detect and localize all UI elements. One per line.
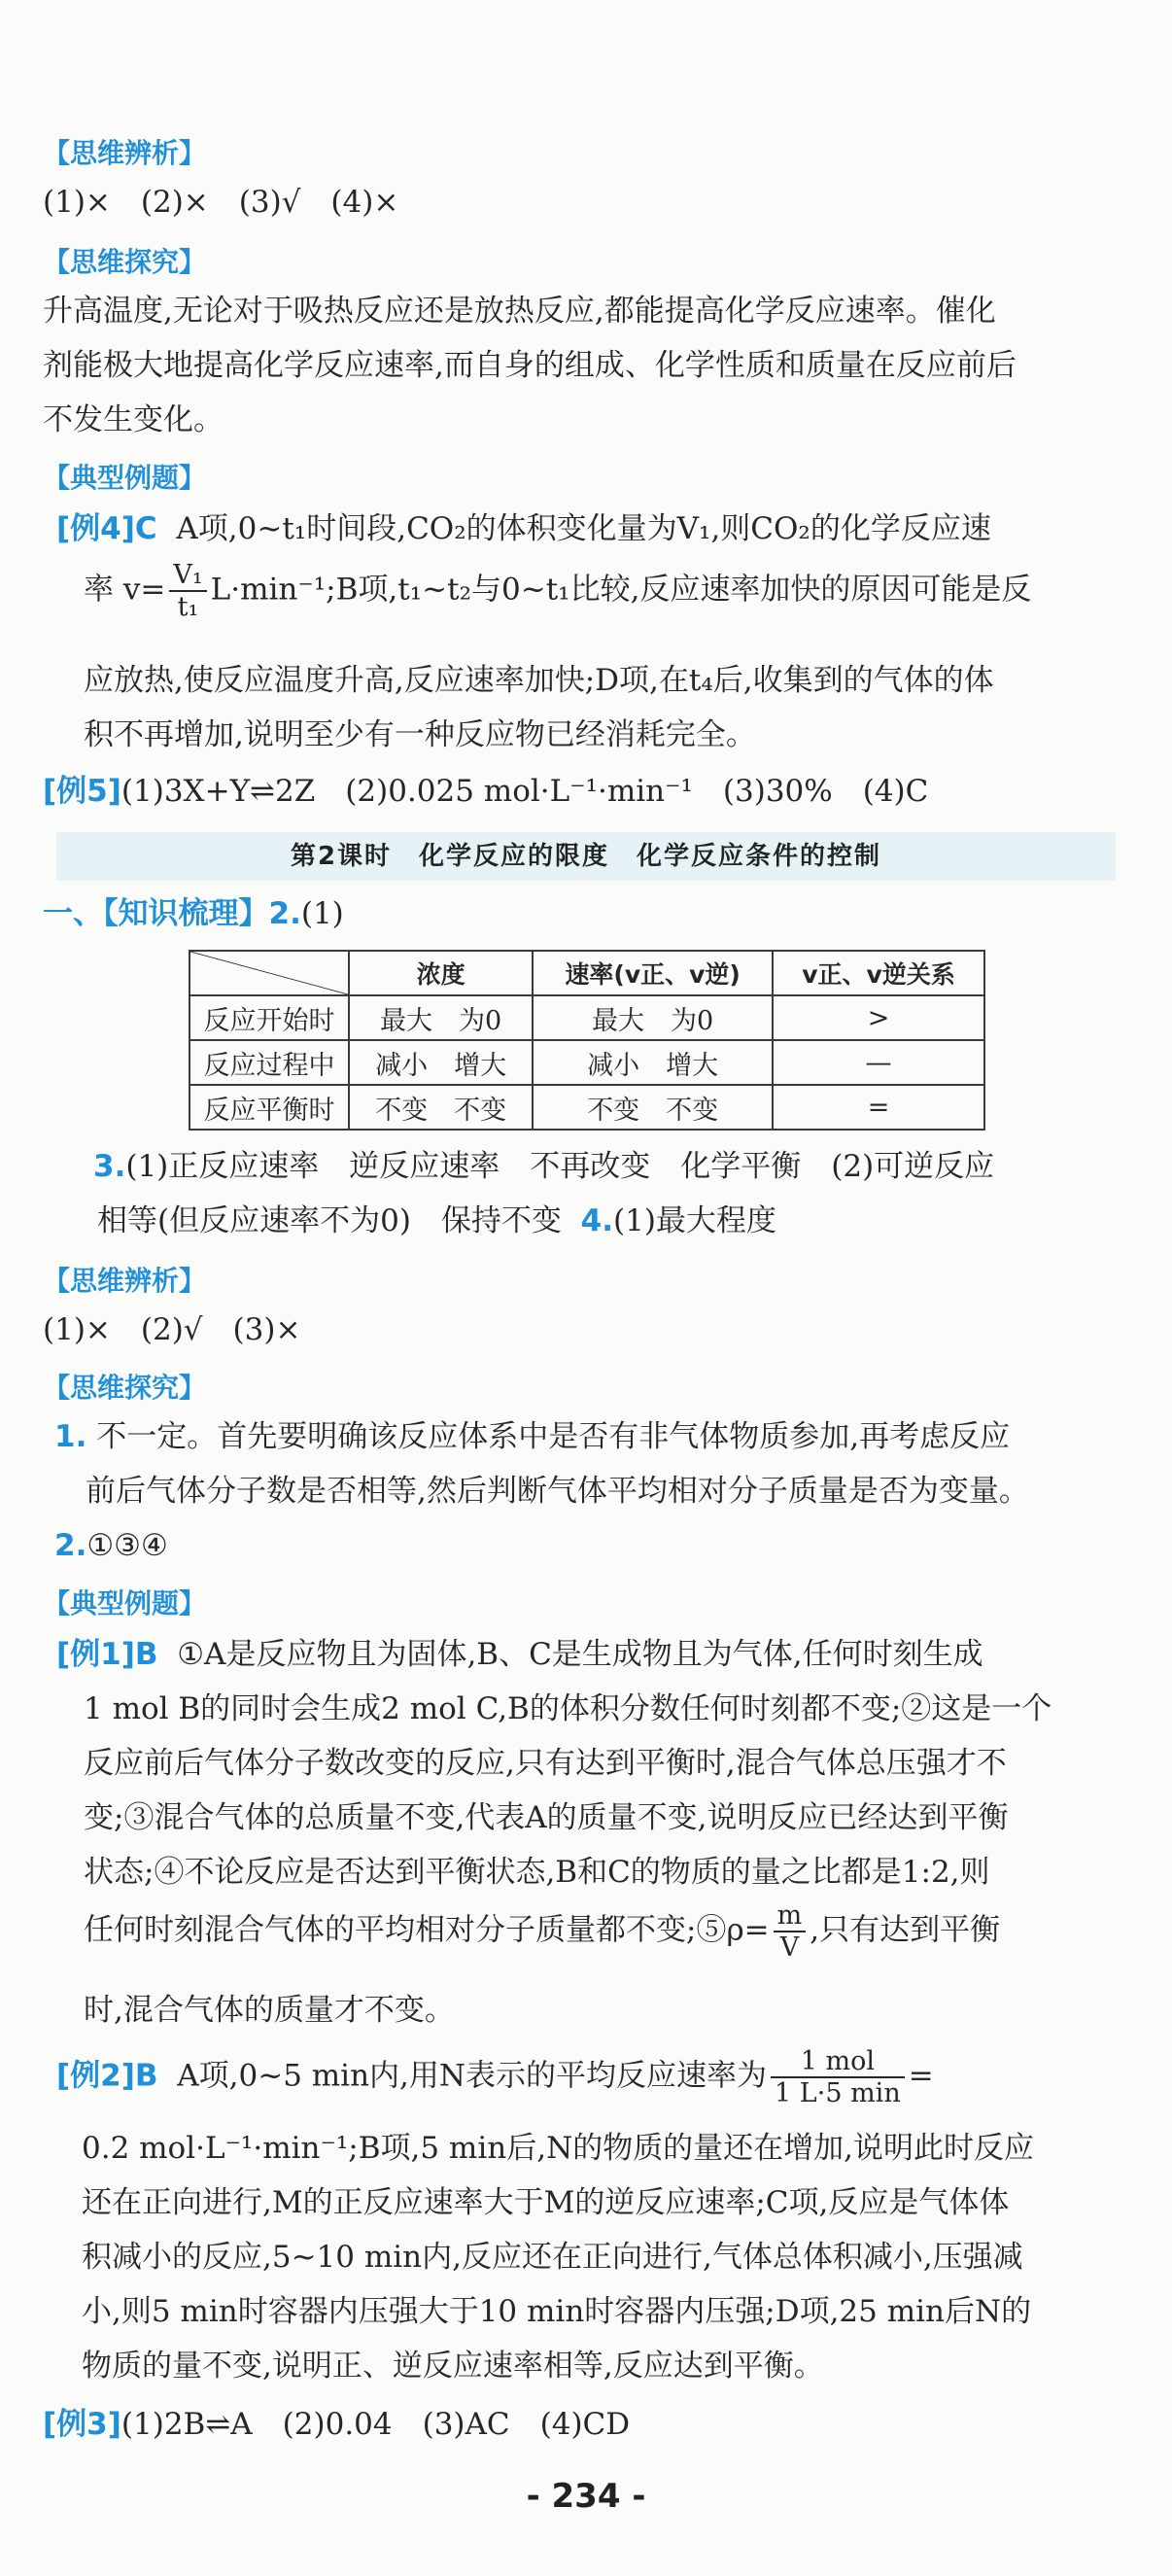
- page-number: - 234 -: [526, 2477, 646, 2516]
- example-1-line-5: 状态;④不论反应是否达到平衡状态,B和C的物质的量之比都是1:2,则: [84, 1855, 990, 1890]
- knowledge-table: [189, 950, 985, 1131]
- explore-item-2-number: 2.: [54, 1528, 87, 1563]
- item-2-text: (1): [300, 896, 344, 931]
- example-4-line-2: [84, 560, 1031, 622]
- example-5-text: (1)3X+Y⇌2Z (2)0.025 mol·L⁻¹·min⁻¹ (3)30% (4)C: [121, 774, 929, 809]
- example-3: [43, 2407, 630, 2443]
- explore-2-item-1-line-2: 前后气体分子数是否相等,然后判断气体平均相对分子质量是否为变量。: [86, 1474, 1029, 1509]
- table-row: [190, 1085, 984, 1130]
- example-5-label: [例5]: [43, 774, 121, 809]
- example-1-line-2: 1 mol B的同时会生成2 mol C,B的体积分数任何时刻都不变;②这是一个: [84, 1691, 1052, 1726]
- table-cell: —: [773, 1040, 984, 1085]
- explore-2-item-2: [54, 1528, 168, 1564]
- example-2-fraction: [771, 2046, 905, 2108]
- table-cell: 减小 增大: [349, 1040, 533, 1085]
- item-2-number: 2.: [268, 896, 301, 931]
- tag-typical-examples-2: 【典型例题】: [43, 1587, 207, 1619]
- table-row: [190, 995, 984, 1040]
- item-3-line-1: [93, 1149, 994, 1185]
- example-1-text-6b: ,只有达到平衡: [810, 1912, 1001, 1948]
- table-cell: 不变 不变: [349, 1085, 533, 1130]
- example-4-line-4: 积不再增加,说明至少有一种反应物已经消耗完全。: [84, 717, 756, 752]
- item-3-text-2: 相等(但反应速率不为0) 保持不变: [97, 1203, 562, 1238]
- explore-item-1-number: 1.: [54, 1419, 87, 1454]
- example-5: [43, 774, 928, 810]
- answers-thinking-analysis-1: (1)× (2)× (3)√ (4)×: [43, 185, 399, 220]
- table-cell: 最大 为0: [533, 995, 773, 1040]
- table-cell: 减小 增大: [533, 1040, 773, 1085]
- table-header-row: [190, 951, 984, 995]
- example-4-frac-numerator: V₁: [169, 560, 206, 592]
- table-cell: 反应过程中: [190, 1040, 349, 1085]
- item-4-text: (1)最大程度: [613, 1203, 776, 1238]
- example-1-line-3: 反应前后气体分子数改变的反应,只有达到平衡时,混合气体总压强才不: [84, 1746, 1007, 1781]
- example-4-line-1: [56, 511, 991, 547]
- explore-1-line-2: 剂能极大地提高化学反应速率,而自身的组成、化学性质和质量在反应前后: [43, 348, 1017, 383]
- table-cell: 反应开始时: [190, 995, 349, 1040]
- tag-thinking-explore-1: 【思维探究】: [43, 246, 207, 278]
- explore-1-line-1: 升高温度,无论对于吸热反应还是放热反应,都能提高化学反应速率。催化: [43, 294, 996, 329]
- example-4-line-3: 应放热,使反应温度升高,反应速率加快;D项,在t₄后,收集到的气体的体: [84, 663, 994, 698]
- knowledge-heading: [43, 896, 344, 932]
- table-cell: 反应平衡时: [190, 1085, 349, 1130]
- explore-item-2-text: ①③④: [86, 1528, 168, 1563]
- tag-knowledge-review: 【知识梳理】: [103, 896, 269, 931]
- example-1-line-7: 时,混合气体的质量才不变。: [84, 1993, 455, 2028]
- answers-thinking-analysis-2: (1)× (2)√ (3)×: [43, 1312, 301, 1347]
- table-header-cell: 速率(v正、v逆): [533, 951, 773, 995]
- example-1-line-4: 变;③混合气体的总质量不变,代表A的质量不变,说明反应已经达到平衡: [84, 1800, 1009, 1835]
- example-2-line-4: 积减小的反应,5~10 min内,反应还在正向进行,气体总体积减小,压强减: [82, 2240, 1023, 2275]
- example-3-text: (1)2B⇌A (2)0.04 (3)AC (4)CD: [121, 2407, 631, 2442]
- tag-thinking-analysis-2: 【思维辨析】: [43, 1265, 207, 1297]
- item-3-line-2: [97, 1203, 776, 1239]
- table-cell: 最大 为0: [349, 995, 533, 1040]
- table-corner-cell: [190, 951, 349, 995]
- example-1-line-1: [56, 1637, 983, 1673]
- example-1-line-6: [84, 1900, 1000, 1963]
- example-1-text-1: ①A是反应物且为固体,B、C是生成物且为气体,任何时刻生成: [177, 1637, 983, 1672]
- example-2-line-1: [56, 2046, 934, 2108]
- example-2-line-5: 小,则5 min时容器内压强大于10 min时容器内压强;D项,25 min后N的: [82, 2294, 1032, 2329]
- item-4-number: 4.: [580, 1203, 613, 1238]
- example-2-line-6: 物质的量不变,说明正、逆反应速率相等,反应达到平衡。: [82, 2349, 824, 2384]
- example-2-text-1b: =: [908, 2058, 934, 2094]
- example-4-label: [例4]: [56, 511, 135, 546]
- example-2-frac-numerator: 1 mol: [771, 2046, 905, 2078]
- example-1-frac-denominator: V: [779, 1932, 800, 1964]
- example-2-line-3: 还在正向进行,M的正反应速率大于M的逆反应速率;C项,反应是气体体: [82, 2185, 1010, 2220]
- table-cell: 不变 不变: [533, 1085, 773, 1130]
- explore-1-line-3: 不发生变化。: [43, 402, 224, 437]
- lesson-title-band: 第2课时 化学反应的限度 化学反应条件的控制: [56, 832, 1116, 881]
- table-cell: >: [773, 995, 984, 1040]
- table-row: [190, 1040, 984, 1085]
- item-3-number: 3.: [93, 1149, 126, 1184]
- item-3-text-1: (1)正反应速率 逆反应速率 不再改变 化学平衡 (2)可逆反应: [125, 1149, 995, 1184]
- table-header-cell: v正、v逆关系: [773, 951, 984, 995]
- example-2-label: [例2]: [56, 2058, 135, 2094]
- example-4-answer: C: [134, 511, 157, 546]
- example-2-text-1a: A项,0~5 min内,用N表示的平均反应速率为: [177, 2058, 768, 2094]
- example-2-frac-denominator: 1 L·5 min: [775, 2078, 901, 2109]
- explore-2-item-1-line-1: [54, 1419, 1010, 1455]
- example-4-fraction: [169, 560, 206, 622]
- example-3-label: [例3]: [43, 2407, 121, 2442]
- example-4-text-1: A项,0~t₁时间段,CO₂的体积变化量为V₁,则CO₂的化学反应速: [176, 511, 991, 546]
- example-2-line-2: 0.2 mol·L⁻¹·min⁻¹;B项,5 min后,N的物质的量还在增加,说明此时反应: [82, 2131, 1035, 2166]
- tag-thinking-explore-2: 【思维探究】: [43, 1372, 207, 1404]
- example-1-label: [例1]: [56, 1637, 135, 1672]
- table-cell: =: [773, 1085, 984, 1130]
- tag-typical-examples-1: 【典型例题】: [43, 462, 207, 494]
- explore-item-1-text-1: 不一定。首先要明确该反应体系中是否有非气体物质参加,再考虑反应: [96, 1419, 1011, 1454]
- example-4-text-2a: 率 v=: [84, 572, 166, 608]
- section-number: 一、: [43, 896, 103, 931]
- example-1-fraction: [774, 1900, 807, 1963]
- example-4-text-2b: L·min⁻¹;B项,t₁~t₂与0~t₁比较,反应速率加快的原因可能是反: [210, 572, 1032, 608]
- example-2-answer: B: [134, 2058, 158, 2094]
- example-1-answer: B: [134, 1637, 158, 1672]
- tag-thinking-analysis-1: 【思维辨析】: [43, 137, 207, 169]
- table-header-cell: 浓度: [349, 951, 533, 995]
- example-1-text-6a: 任何时刻混合气体的平均相对分子质量都不变;⑤ρ=: [84, 1912, 770, 1948]
- example-1-frac-numerator: m: [774, 1900, 807, 1932]
- example-4-frac-denominator: t₁: [177, 592, 199, 623]
